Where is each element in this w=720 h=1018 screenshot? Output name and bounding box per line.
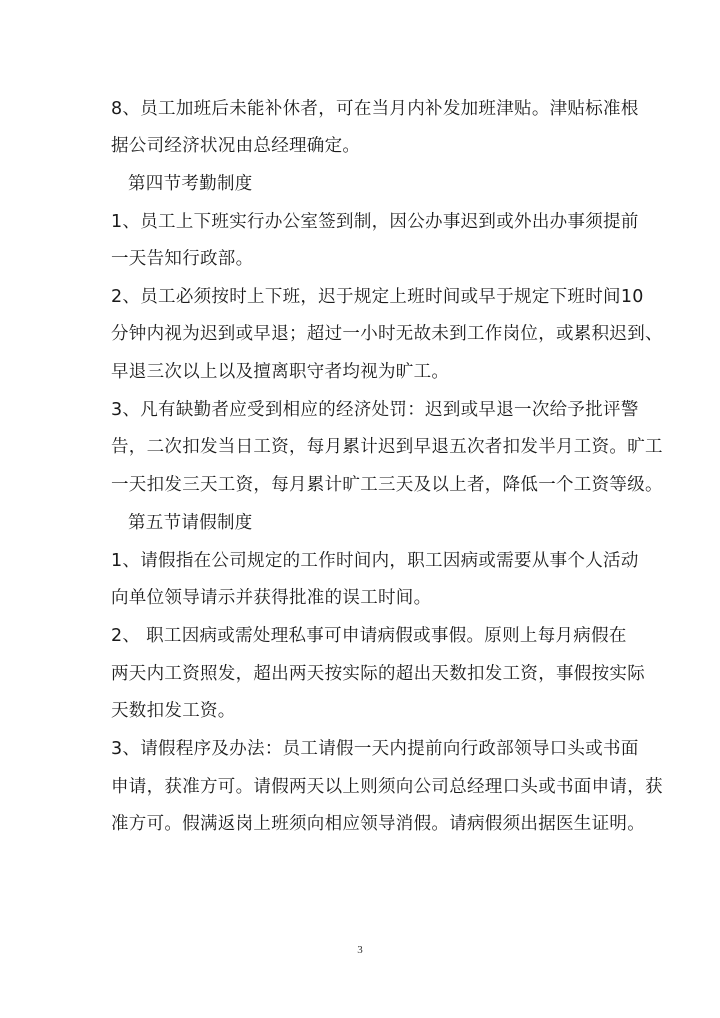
text-line: 申请，获准方可。请假两天以上则须向公司总经理口头或书面申请，获 bbox=[111, 777, 663, 797]
text-line: 天数扣发工资。 bbox=[111, 701, 236, 721]
text-line: 准方可。假满返岗上班须向相应领导消假。请病假须出据医生证明。 bbox=[111, 814, 645, 834]
text-line: 1、员工上下班实行办公室签到制，因公办事迟到或外出办事须提前 bbox=[111, 212, 639, 232]
text-line: 2、 职工因病或需处理私事可申请病假或事假。原则上每月病假在 bbox=[111, 626, 627, 646]
text-line: 据公司经济状况由总经理确定。 bbox=[111, 136, 361, 156]
text-line: 8、员工加班后未能补休者，可在当月内补发加班津贴。津贴标准根 bbox=[111, 99, 639, 119]
text-line: 2、员工必须按时上下班，迟于规定上班时间或早于规定下班时间10 bbox=[111, 287, 644, 307]
text-line: 早退三次以上以及擅离职守者均视为旷工。 bbox=[111, 362, 450, 382]
section-heading: 第四节考勤制度 bbox=[128, 174, 253, 194]
text-line: 3、凡有缺勤者应受到相应的经济处罚：迟到或早退一次给予批评警 bbox=[111, 400, 639, 420]
text-line: 3、请假程序及办法：员工请假一天内提前向行政部领导口头或书面 bbox=[111, 739, 639, 759]
section-heading: 第五节请假制度 bbox=[128, 513, 253, 533]
text-line: 一天扣发三天工资，每月累计旷工三天及以上者，降低一个工资等级。 bbox=[111, 475, 663, 495]
text-line: 两天内工资照发，超出两天按实际的超出天数扣发工资，事假按实际 bbox=[111, 664, 645, 684]
text-line: 一天告知行政部。 bbox=[111, 249, 254, 269]
page-number: 3 bbox=[357, 944, 363, 956]
text-line: 1、请假指在公司规定的工作时间内，职工因病或需要从事个人活动 bbox=[111, 551, 639, 571]
text-line: 分钟内视为迟到或早退；超过一小时无故未到工作岗位，或累积迟到、 bbox=[111, 324, 663, 344]
text-line: 向单位领导请示并获得批准的误工时间。 bbox=[111, 588, 432, 608]
text-line: 告，二次扣发当日工资，每月累计迟到早退五次者扣发半月工资。旷工 bbox=[111, 437, 663, 457]
